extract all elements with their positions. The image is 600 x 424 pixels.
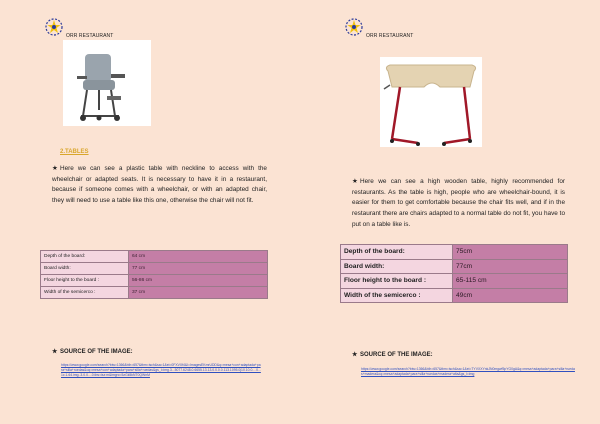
row-label: Depth of the board: bbox=[341, 245, 453, 260]
row-value: 56-86 cm bbox=[129, 275, 268, 287]
wheelchair-chair-photo bbox=[63, 40, 151, 126]
row-value: 64 cm bbox=[129, 251, 268, 263]
table-row bbox=[41, 275, 268, 287]
description-paragraph bbox=[352, 177, 565, 231]
table-row bbox=[341, 259, 568, 274]
logo-icon bbox=[343, 16, 365, 38]
description-text: Here we can see a high wooden table, highly recommended for restaurants. As the table is high, people who are wheelchair-bound, it is easier for them to get comfortable because the chair fits well, and if in the restaurant there are chairs adapted to a normal table do not fit, you have to put on a table like is. bbox=[352, 178, 565, 228]
org-name: ORR RESTAURANT bbox=[366, 33, 414, 39]
row-label: Board width: bbox=[41, 263, 129, 275]
row-label: Floor height to the board : bbox=[341, 274, 453, 289]
right-page bbox=[300, 0, 600, 424]
star-bullet-icon: ★ bbox=[352, 352, 358, 358]
row-label: Depth of the board: bbox=[41, 251, 129, 263]
section-title: 2.TABLES bbox=[60, 149, 89, 155]
row-value: 77 cm bbox=[129, 263, 268, 275]
row-value: 65-115 cm bbox=[453, 274, 568, 289]
row-label: Width of the semicerco : bbox=[341, 288, 453, 303]
table-row bbox=[341, 288, 568, 303]
table-row bbox=[341, 274, 568, 289]
description-text: Here we can see a plastic table with neckline to access with the wheelchair or adapted seats. It is necessary to have it in a restaurant, because if someone comes with a wheelchair, or with an adapted chair, they will need to use a table like this one, otherwise the chair will not fit. bbox=[52, 165, 267, 205]
table-row bbox=[41, 287, 268, 299]
row-value: 37 cm bbox=[129, 287, 268, 299]
row-label: Board width: bbox=[341, 259, 453, 274]
dimensions-table bbox=[340, 244, 568, 303]
source-link[interactable]: https://www.google.com/search?biw=1366&bih=657&tbm=isch&sa=1&ei=TYVXXYnkJN0mgwf5pYG0gA&q=mesa+adaptada+para+silla+ruedas+madera&oq=mesa+adaptada+para+silla+ruedas+madera+alta&gs_l=img bbox=[361, 367, 575, 377]
star-bullet-icon: ★ bbox=[352, 178, 358, 185]
row-label: Floor height to the board : bbox=[41, 275, 129, 287]
source-title-text: SOURCE OF THE IMAGE: bbox=[60, 349, 133, 355]
row-value: 77cm bbox=[453, 259, 568, 274]
source-title bbox=[52, 348, 133, 355]
row-label: Width of the semicerco : bbox=[41, 287, 129, 299]
org-name: ORR RESTAURANT bbox=[66, 33, 114, 39]
star-bullet-icon: ★ bbox=[52, 165, 58, 172]
dimensions-table bbox=[40, 250, 268, 299]
high-wooden-table-photo bbox=[380, 57, 482, 147]
row-value: 49cm bbox=[453, 288, 568, 303]
logo-icon bbox=[43, 16, 65, 38]
table-row bbox=[41, 251, 268, 263]
star-bullet-icon: ★ bbox=[52, 349, 58, 355]
table-row bbox=[341, 245, 568, 260]
source-title-text: SOURCE OF THE IMAGE: bbox=[360, 352, 433, 358]
table-row bbox=[41, 263, 268, 275]
description-paragraph bbox=[52, 164, 267, 207]
source-link[interactable]: https://www.google.com/search?biw=1366&bih=657&tbm=isch&sa=1&ei=0FXVXf4&l=ImagesEKmrUDD&q=mesa+con+adaptada+para+silla+ruedas&oq=mesa+con+adaptada+para+silla+ruedas&gs_l=img.3...5077.6248.0.6655.13.13.0.0.0.0.113.1095.0j10.10.0....0...1c.1.64.img..3.0.0....0.tbs=isz:m&imgrc=5zGk5kNT0QWnM bbox=[61, 363, 261, 378]
row-value: 75cm bbox=[453, 245, 568, 260]
source-title bbox=[352, 351, 433, 358]
